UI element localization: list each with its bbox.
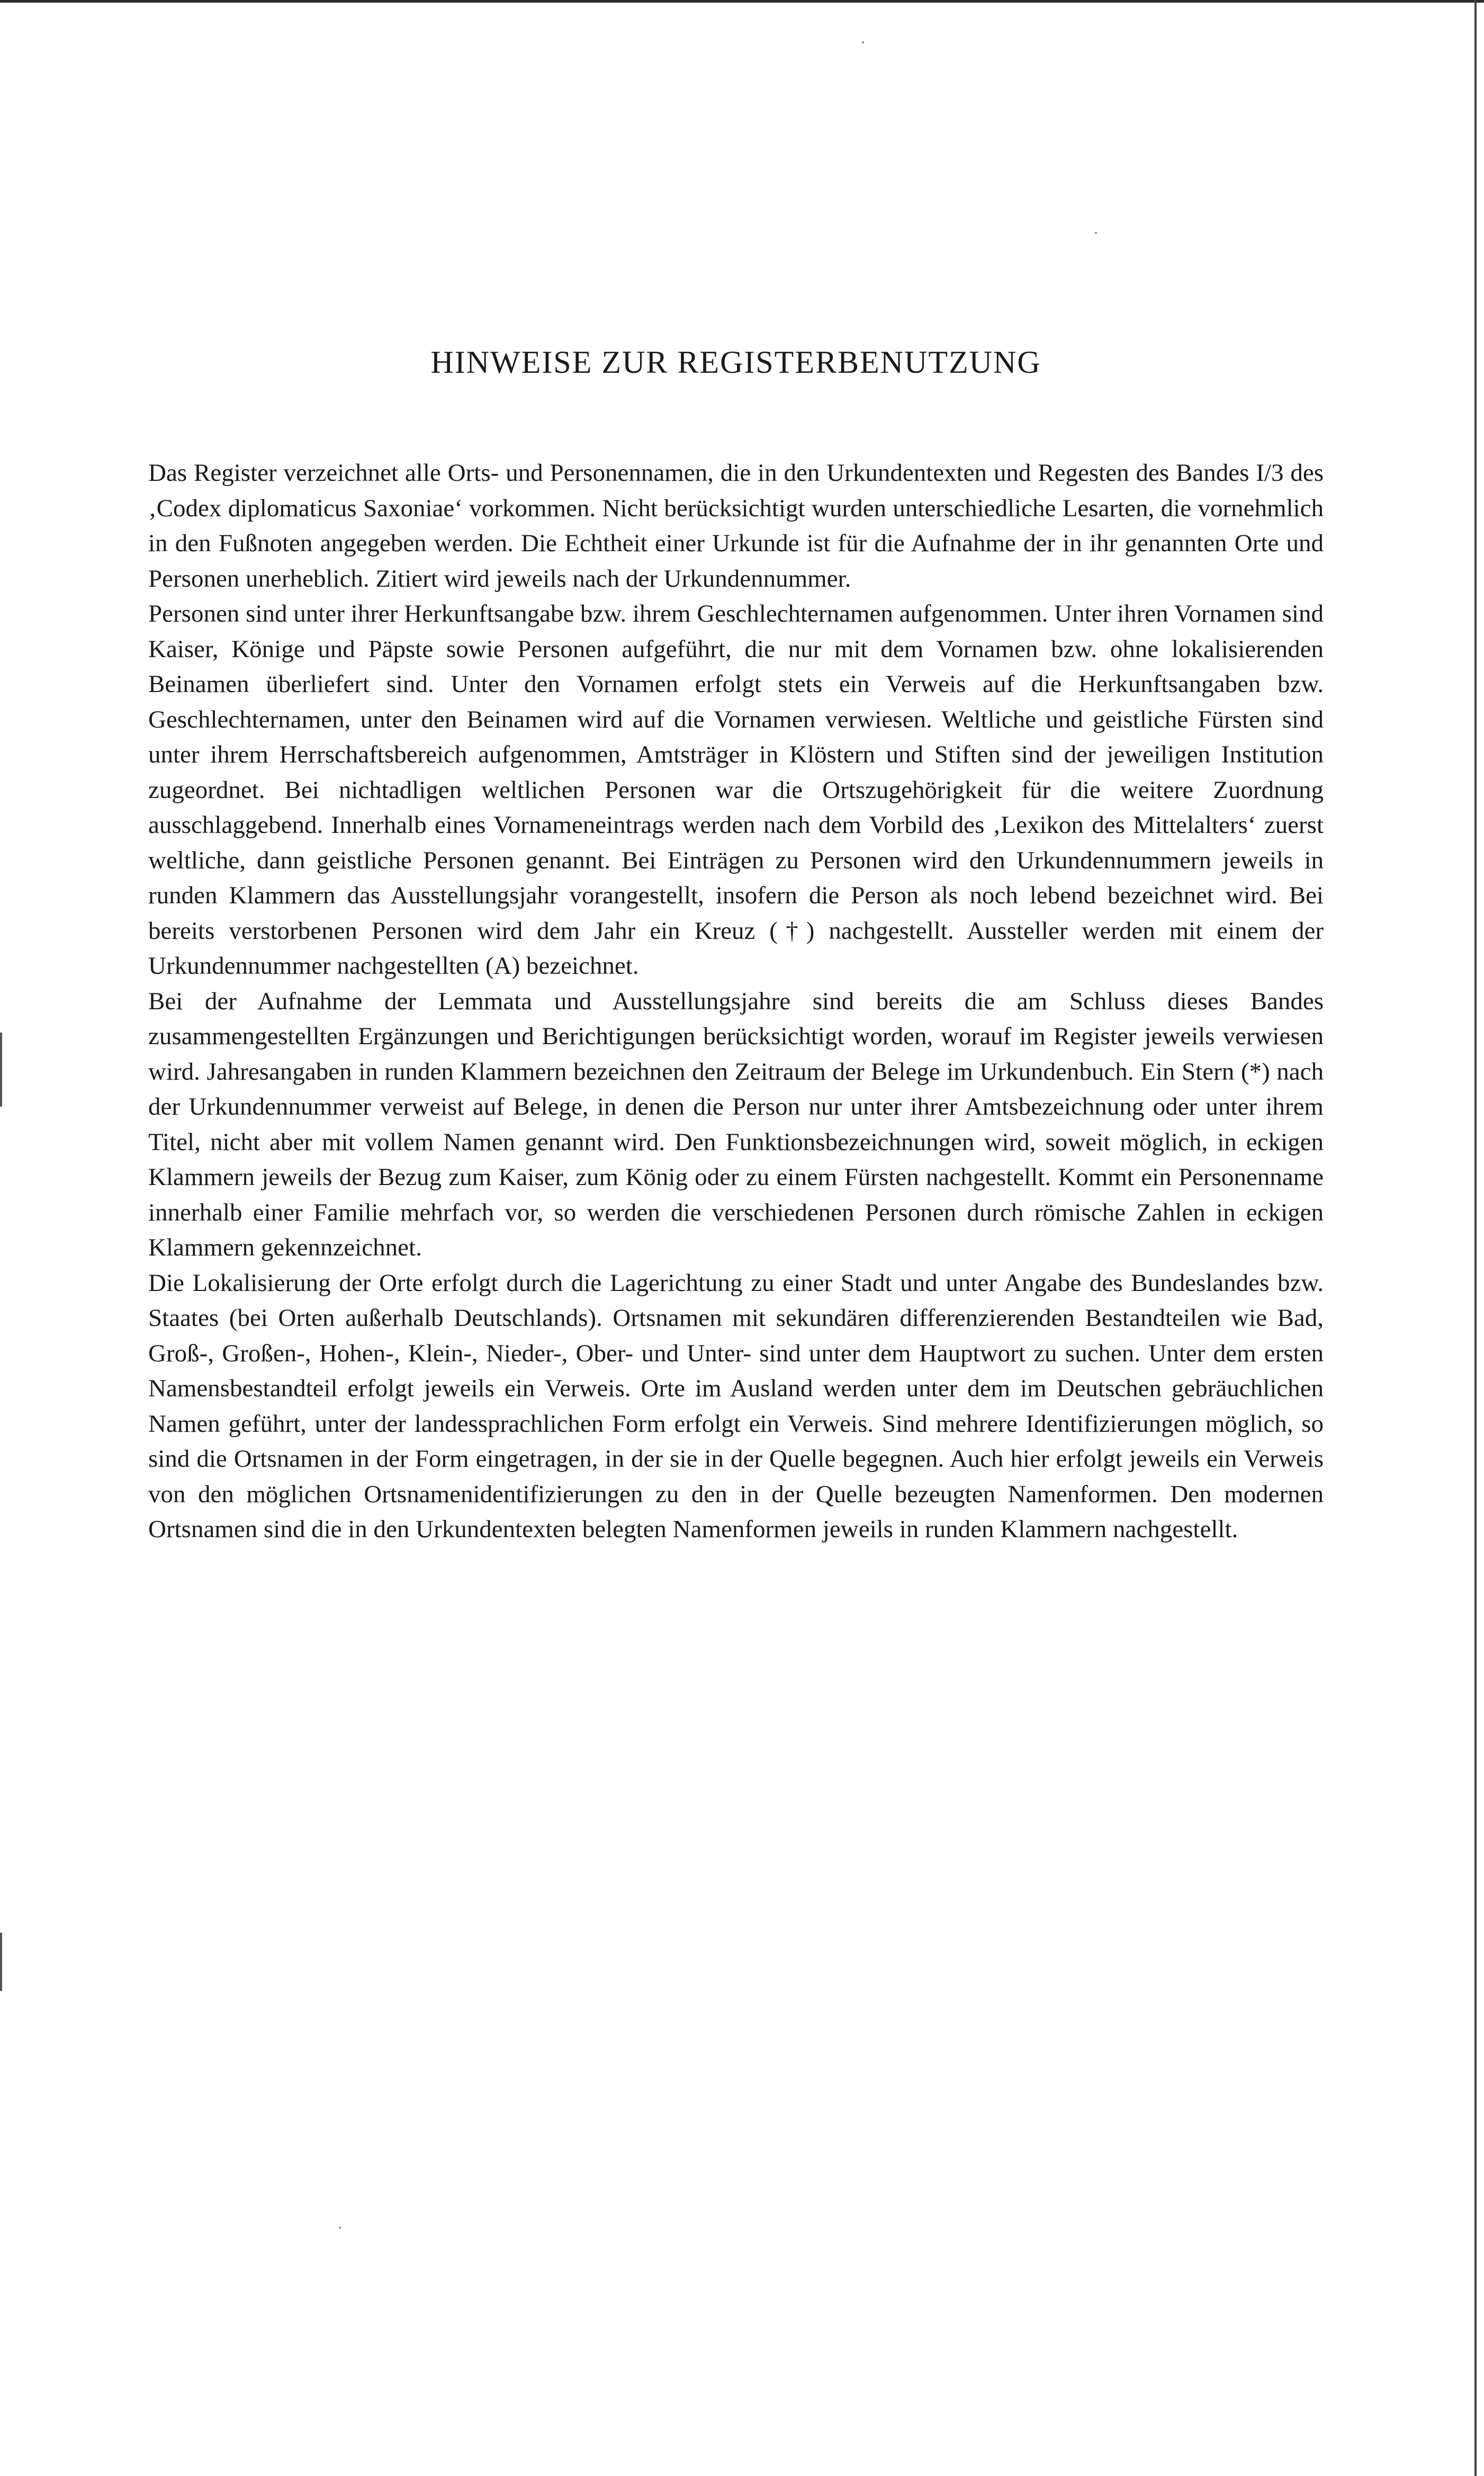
scan-left-edge-mark <box>0 1933 2 1991</box>
paragraph-register-scope: Das Register verzeichnet alle Orts- und Personennamen, die in den Urkundentexten und Regesten des Bandes I/3 des ‚Codex diplomaticus Saxoniae‘ vorkommen. Nicht berücksichtigt wurden unterschiedliche Lesarten, die vornehmlich in den Fußnoten angegeben werden. Die Echtheit einer Urkunde ist für die Aufnahme der in ihr genannten Orte und Personen unerheblich. Zitiert wird jeweils nach der Urkundennummer. <box>148 459 1324 593</box>
paragraph-lemmata: Bei der Aufnahme der Lemmata und Ausstellungsjahre sind bereits die am Schluss dieses Bandes zusammengestellten Ergänzungen und Berichtigungen berücksichtigt worden, worauf im Register jeweils verwiesen wird. Jahresangaben in runden Klammern bezeichnen den Zeitraum der Belege im Urkundenbuch. Ein Stern (*) nach der Urkundennummer verweist auf Belege, in denen die Person nur unter ihrer Amtsbezeichnung oder unter ihrem Titel, nicht aber mit vollem Namen genannt wird. Den Funktionsbezeichnungen wird, soweit möglich, in eckigen Klammern jeweils der Bezug zum Kaiser, zum König oder zu einem Fürsten nachgestellt. Kommt ein Personenname innerhalb einer Familie mehrfach vor, so werden die verschiedenen Personen durch römische Zahlen in eckigen Klammern gekennzeichnet. <box>148 987 1324 1261</box>
scan-right-edge <box>1474 0 1477 2476</box>
document-page <box>148 0 1324 2476</box>
body-text <box>148 455 1324 1547</box>
page-title: HINWEISE ZUR REGISTERBENUTZUNG <box>430 345 1041 380</box>
paragraph-places: Die Lokalisierung der Orte erfolgt durch die Lagerichtung zu einer Stadt und unter Angabe des Bundeslandes bzw. Staates (bei Orten außerhalb Deutschlands). Ortsnamen mit sekundären differenzierenden Bestandteilen wie Bad, Groß-, Großen-, Hohen-, Klein-, Nieder-, Ober- und Unter- sind unter dem Hauptwort zu suchen. Unter dem ersten Namensbestandteil erfolgt jeweils ein Verweis. Orte im Ausland werden unter dem im Deutschen gebräuchlichen Namen geführt, unter der landessprachlichen Form erfolgt ein Verweis. Sind mehrere Identifizierungen möglich, so sind die Ortsnamen in der Form eingetragen, in der sie in der Quelle begegnen. Auch hier erfolgt jeweils ein Verweis von den möglichen Ortsnamenidentifizierungen zu den in der Quelle bezeugten Namenformen. Den modernen Ortsnamen sind die in den Urkundentexten belegten Namenformen jeweils in runden Klammern nachgestellt. <box>148 1269 1324 1543</box>
paragraph-persons: Personen sind unter ihrer Herkunftsangabe bzw. ihrem Geschlechternamen aufgenommen. Unter ihren Vornamen sind Kaiser, Könige und Päpste sowie Personen aufgeführt, die nur mit dem Vornamen bzw. ohne lokalisierenden Beinamen überliefert sind. Unter den Vornamen erfolgt stets ein Verweis auf die Herkunftsangaben bzw. Geschlechternamen, unter den Beinamen wird auf die Vornamen verwiesen. Weltliche und geistliche Fürsten sind unter ihrem Herrschaftsbereich aufgenommen, Amtsträger in Klöstern und Stiften sind der jeweiligen Institution zugeordnet. Bei nichtadligen weltlichen Personen war die Ortszugehörigkeit für die weitere Zuordnung ausschlaggebend. Innerhalb eines Vornameneintrags werden nach dem Vorbild des ‚Lexikon des Mittelalters‘ zuerst weltliche, dann geistliche Personen genannt. Bei Einträgen zu Personen wird den Urkundennummern jeweils in runden Klammern das Ausstellungsjahr vorangestellt, insofern die Person als noch lebend bezeichnet wird. Bei bereits verstorbenen Personen wird dem Jahr ein Kreuz (†) nachgestellt. Aussteller werden mit einem der Urkundennummer nachgestellten (A) bezeichnet. <box>148 600 1324 980</box>
scan-left-edge-mark <box>0 1033 2 1107</box>
